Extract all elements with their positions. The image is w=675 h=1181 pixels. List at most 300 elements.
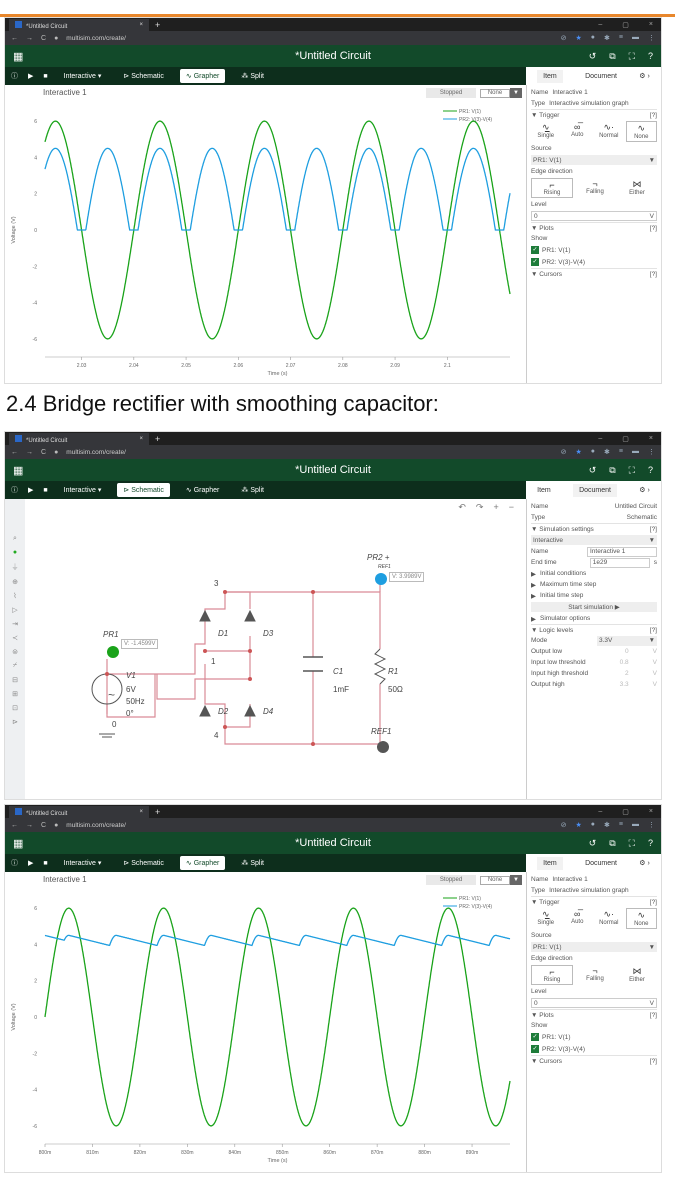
logic-levels-section[interactable]: ▼ Logic levels [531,626,574,634]
ic-icon[interactable]: ⊟ [12,677,18,684]
start-simulation-button[interactable]: Start simulation ▶ [531,602,657,612]
browser-tab[interactable] [9,19,149,31]
address-bar [5,445,661,459]
simulator-options-label: Simulator options [540,615,591,622]
y-tick-label: -4 [32,300,37,307]
sim-status: Stopped [426,875,476,885]
close-tab-icon[interactable]: × [139,436,143,442]
source-select[interactable] [531,155,657,165]
extension-icon[interactable]: ⊘ [560,35,567,42]
share-icon[interactable]: ↺ [588,837,597,848]
help-link[interactable]: [?] [649,626,657,634]
series-pr1-line [45,121,510,339]
show-item-label: PR2: V(3)-V(4) [542,258,585,266]
menu-icon[interactable]: ⋮ [648,449,655,456]
schematic-canvas[interactable] [5,499,526,799]
plots-section[interactable]: ▼ Plots [531,1011,554,1019]
max-step-label: Maximum time step [540,581,597,588]
level-unit: V [649,212,654,220]
sim-name-label: Name [531,548,549,555]
edge-option-label: Either [629,977,645,983]
x-tick-label: 870m [370,1150,384,1156]
none-icon: ∿ [637,123,646,133]
menu-icon[interactable]: ⋮ [648,35,655,42]
y-tick-label: 0 [34,1015,37,1021]
ground-icon[interactable]: ⏚ [11,564,19,571]
probe-ref1-icon[interactable] [377,741,389,753]
new-tab-icon[interactable]: + [155,433,161,444]
open-icon[interactable]: ⧉ [609,464,616,475]
y-tick-label: 4 [34,155,37,162]
series-pr2-line [45,935,510,945]
resistor-icon[interactable]: ⌇ [13,593,17,600]
diode-d3-symbol [245,611,255,621]
app-title-bar [5,832,661,854]
probe-icon[interactable]: ● [12,549,18,556]
help-link[interactable]: [?] [649,525,657,533]
stop-icon[interactable]: ■ [43,486,48,494]
redo-icon[interactable]: ↷ [475,502,484,512]
trigger-single[interactable] [531,908,561,929]
logic-row-value: 0 [625,648,629,655]
tab-document[interactable]: Document [585,72,617,80]
trigger-select[interactable]: None [480,876,510,885]
profile-icon[interactable]: ▬ [632,34,639,41]
x-tick-label: 850m [275,1150,289,1156]
info-icon[interactable]: ⓘ [11,487,18,494]
source-label: Source [531,932,552,939]
browser-tab[interactable] [9,433,149,445]
wire [157,664,250,699]
mode-dropdown[interactable]: Interactive ▾ [63,860,102,867]
browser-tab-bar [5,805,661,818]
sim-mode-select[interactable] [531,535,657,545]
diode-icon[interactable]: ▷ [12,607,18,614]
source-icon[interactable]: ⊕ [12,579,18,586]
show-pr2-checkbox[interactable] [531,256,657,268]
sim-status: Stopped [426,88,476,98]
extension-icon[interactable]: ⊘ [560,449,567,456]
x-tick-label: 840m [228,1150,242,1156]
graph-title: Interactive 1 [43,88,87,97]
graph-area[interactable] [5,85,526,383]
level-input[interactable] [531,211,657,221]
puzzle-icon[interactable]: ✱ [604,449,610,456]
level-input[interactable] [531,998,657,1008]
meter-icon[interactable]: ⊜ [12,649,18,656]
info-icon[interactable]: ⓘ [11,860,18,867]
fullscreen-icon[interactable]: ⛶ [628,464,635,475]
tab-split[interactable]: ⁂ Split [241,73,264,80]
graph-title: Interactive 1 [43,875,87,884]
fullscreen-icon[interactable]: ⛶ [628,837,635,848]
mode-label: Auto [571,132,584,138]
level-label: Level [531,988,547,995]
logic-row-label: Input low threshold [531,659,586,666]
show-pr1-checkbox[interactable] [531,1031,657,1043]
trigger-single[interactable] [531,121,561,142]
trigger-none[interactable] [626,908,658,929]
tab-document[interactable]: Document [585,859,617,867]
simulation-settings-section[interactable]: ▼ Simulation settings [531,525,594,533]
x-tick-label: 800m [38,1150,52,1156]
reading-list-icon[interactable]: ≡ [618,34,623,41]
y-axis-label: Voltage (V) [11,216,17,244]
dropdown-arrow-icon: ▼ [648,536,655,544]
settings-gear-icon[interactable]: ⚙ › [639,487,650,494]
level-value: 0 [534,212,538,220]
initial-step-row[interactable]: ▶ Initial time step [531,592,584,600]
cursors-label: Cursors [539,270,563,278]
d2-label: D2 [218,707,229,716]
trigger-normal[interactable] [594,121,624,142]
forward-icon[interactable]: → [26,34,33,42]
play-icon[interactable]: ▶ [28,487,34,494]
back-icon[interactable]: ← [11,34,18,42]
reload-icon[interactable]: C [41,821,47,829]
logic-row-unit: V [652,648,657,655]
bookmark-star-icon[interactable]: ★ [575,822,582,829]
tab-title: *Untitled Circuit [26,810,68,817]
circuit-diagram [5,499,520,799]
new-tab-icon[interactable]: + [155,806,161,817]
edge-either[interactable] [617,178,657,198]
trigger-auto[interactable] [563,121,593,142]
tab-schematic[interactable]: ⊳ Schematic [123,73,164,80]
bookmark-star-icon[interactable]: ★ [575,449,582,456]
edge-rising[interactable] [531,178,573,198]
stop-icon[interactable]: ■ [43,859,48,867]
edge-label: Edge direction [531,168,573,175]
lock-icon: ● [54,448,59,456]
zoom-in-icon[interactable]: + [493,502,499,512]
legend-label: PR2: V(3)-V(4) [459,117,493,123]
tab-title: *Untitled Circuit [26,23,68,30]
series-pr1-line [45,908,510,1126]
x-tick-label: 820m [133,1150,147,1156]
source-value: PR1: V(1) [533,943,562,951]
mode-label: None [634,134,649,140]
screenshot-grapher-1 [4,17,662,384]
show-pr2-checkbox[interactable] [531,1043,657,1055]
settings-gear-icon[interactable]: ⚙ › [639,73,650,80]
wire [205,664,250,727]
search-icon[interactable]: ⌕ [13,535,17,542]
diode-d4-symbol [245,706,255,716]
bookmark-star-icon[interactable]: ★ [575,35,582,42]
node-dot [223,725,227,729]
mode-label: None [634,921,649,927]
mode-dropdown[interactable]: Interactive ▾ [63,487,102,494]
url-field[interactable]: multisim.com/create/ [66,821,126,829]
extension-icon[interactable]: ⊘ [560,822,567,829]
maximize-icon[interactable]: ▢ [622,435,629,443]
back-icon[interactable]: ← [11,821,18,829]
back-icon[interactable]: ← [11,448,18,456]
initial-conditions-row[interactable]: ▶ Initial conditions [531,570,587,578]
minimize-icon[interactable]: – [598,807,603,815]
show-label: Show [531,1022,548,1029]
trigger-auto[interactable] [563,908,593,929]
help-icon[interactable]: ? [647,837,653,848]
probe-pr2-icon[interactable] [375,573,387,585]
tab-document[interactable]: Document [573,484,617,497]
either-edge-icon: ⋈ [632,179,642,189]
account-icon[interactable]: ● [590,34,596,41]
split-label: Split [250,73,264,80]
play-icon[interactable]: ▶ [28,73,34,80]
address-bar [5,818,661,832]
grapher-label: Grapher [193,860,220,867]
settings-gear-icon[interactable]: ⚙ › [639,860,650,867]
dropdown-arrow-icon[interactable]: ▼ [510,88,522,98]
schematic-label: Schematic [131,487,164,494]
puzzle-icon[interactable]: ✱ [604,35,610,42]
rising-edge-icon: ⌐ [549,967,555,977]
screenshot-grapher-2 [4,804,662,1173]
logic-row-label: Output low [531,648,563,655]
apps-grid-icon[interactable]: ▦ [13,50,24,63]
node-dot [311,742,315,746]
x-tick-label: 2.03 [76,363,87,369]
name-label: Name [531,876,549,883]
app-toolbar [5,67,661,85]
y-tick-label: -2 [32,1051,37,1058]
graph-area[interactable] [5,872,526,1172]
dropdown-arrow-icon[interactable]: ▼ [510,875,522,885]
trigger-normal[interactable] [594,908,624,929]
type-value: Schematic [626,514,657,521]
lock-icon: ● [54,34,59,42]
forward-icon[interactable]: → [26,448,33,456]
x-tick-label: 890m [465,1150,479,1156]
simulator-options-row[interactable]: ▶ Simulator options [531,615,591,623]
reading-list-icon[interactable]: ≡ [618,448,623,455]
close-tab-icon[interactable]: × [139,22,143,28]
source-label: Source [531,145,552,152]
initial-conditions-label: Initial conditions [540,570,587,577]
x-tick-label: 860m [323,1150,336,1156]
tab-schematic[interactable]: ⊳ Schematic [117,483,170,497]
mode-label: Single [537,133,555,139]
help-icon[interactable]: ? [647,464,653,475]
end-time-unit: s [653,559,657,566]
digital-icon[interactable]: ⊞ [12,691,18,698]
minimize-icon[interactable]: – [598,20,603,28]
tab-grapher[interactable]: ∿ Grapher [185,487,220,494]
pr2-value: V: 3.9989V [389,572,424,582]
maximize-icon[interactable]: ▢ [622,808,629,816]
menu-icon[interactable]: ⋮ [648,822,655,829]
url-field[interactable]: multisim.com/create/ [66,34,126,42]
tab-grapher[interactable]: ∿ Grapher [180,69,226,83]
tab-item[interactable]: Item [537,857,563,870]
puzzle-icon[interactable]: ✱ [604,822,610,829]
node-dot [311,590,315,594]
name-value: Interactive 1 [552,876,588,883]
tab-grapher[interactable]: ∿ Grapher [180,856,226,870]
plots-label: Plots [539,224,554,232]
multisim-favicon-icon [15,21,22,28]
fullscreen-icon[interactable]: ⛶ [628,50,635,61]
zoom-out-icon[interactable]: − [508,502,514,512]
browser-tab[interactable] [9,806,149,818]
mode-dropdown[interactable]: Interactive ▾ [63,73,102,80]
node-dot [223,590,227,594]
tab-item[interactable]: Item [537,486,551,494]
x-tick-label: 2.06 [233,363,244,369]
logic-row-label: Input high threshold [531,670,589,677]
auto-icon: ∞̅ [574,909,581,919]
profile-icon[interactable]: ▬ [632,821,639,828]
y-tick-label: -4 [32,1087,37,1094]
multisim-favicon-icon [15,435,22,442]
help-link[interactable]: [?] [649,1057,657,1065]
zener-icon[interactable]: ⇥ [12,621,18,628]
falling-edge-icon: ¬ [592,179,598,189]
d4-label: D4 [263,707,274,716]
show-pr1-checkbox[interactable] [531,244,657,256]
logic-row-value: 3.3 [619,681,629,688]
reload-icon[interactable]: C [41,34,47,42]
play-icon[interactable]: ▶ [28,860,34,867]
node-dot [248,677,252,681]
switch-icon[interactable]: ⌿ [12,662,18,669]
edge-option-label: Either [629,190,645,196]
close-window-icon[interactable]: × [648,20,653,28]
node-dot [203,649,207,653]
edge-option-label: Falling [586,976,604,982]
type-label: Type [531,100,546,107]
type-value: Interactive simulation graph [549,100,629,107]
close-tab-icon[interactable]: × [139,809,143,815]
app-title: *Untitled Circuit [295,50,371,62]
cursors-section[interactable]: ▼ Cursors [531,1057,563,1065]
grapher-label: Grapher [193,487,220,494]
probe-pr1-icon[interactable] [107,646,119,658]
source-select[interactable] [531,942,657,952]
d3-label: D3 [263,629,274,638]
share-icon[interactable]: ↺ [588,464,597,475]
pr1-label: PR1 [103,630,119,639]
y-tick-label: -6 [32,336,37,343]
c1-label: C1 [333,667,344,676]
open-icon[interactable]: ⧉ [609,50,616,61]
transistor-icon[interactable]: ≺ [12,635,18,642]
properties-panel [526,872,661,1172]
reading-list-icon[interactable]: ≡ [618,821,623,828]
close-window-icon[interactable]: × [648,434,653,442]
cursors-section[interactable]: ▼ Cursors [531,270,563,278]
url-field[interactable]: multisim.com/create/ [66,448,126,456]
help-link[interactable]: [?] [649,1011,657,1019]
account-icon[interactable]: ● [590,448,596,455]
end-time-input[interactable]: 1e29 [590,558,650,568]
trigger-section[interactable]: ▼ Trigger [531,111,560,119]
help-icon[interactable]: ? [647,50,653,61]
account-icon[interactable]: ● [590,821,596,828]
either-edge-icon: ⋈ [632,966,642,976]
address-bar [5,31,661,45]
trigger-section[interactable]: ▼ Trigger [531,898,560,906]
share-icon[interactable]: ↺ [588,50,597,61]
x-tick-label: 2.1 [443,363,451,369]
edge-option-label: Falling [586,189,604,195]
new-tab-icon[interactable]: + [155,19,161,30]
mode-label: Single [537,920,555,926]
c1-value: 1mF [333,685,349,694]
pr2-ref-label: REF1 [378,564,391,570]
open-icon[interactable]: ⧉ [609,837,616,848]
trigger-label: Trigger [539,111,560,119]
x-axis-label: Time (s) [267,371,288,377]
logic-row-unit: V [652,681,657,688]
reload-icon[interactable]: C [41,448,47,456]
legend-label: PR2: V(3)-V(4) [459,904,493,910]
pr1-value: V: -1.4599V [121,639,158,649]
connector-icon[interactable]: ⊡ [12,705,18,712]
minimize-icon[interactable]: – [598,434,603,442]
edge-either[interactable] [617,965,657,985]
node-1-label: 1 [211,657,216,666]
logic-row-unit: V [652,659,657,666]
undo-icon[interactable]: ↶ [458,502,466,512]
name-label: Name [531,503,549,510]
split-label: Split [250,860,264,867]
edge-falling[interactable] [575,178,615,198]
plots-section[interactable]: ▼ Plots [531,224,554,232]
tab-split[interactable]: ⁂ Split [241,860,264,867]
port-icon[interactable]: ⊳ [12,719,18,726]
trigger-select[interactable]: None [480,89,510,98]
mode-label: Mode [531,637,548,644]
close-window-icon[interactable]: × [648,807,653,815]
edge-rising[interactable] [531,965,573,985]
source-value: PR1: V(1) [533,156,562,164]
help-link[interactable]: [?] [649,224,657,232]
stop-icon[interactable]: ■ [43,72,48,80]
help-link[interactable]: [?] [649,111,657,119]
profile-icon[interactable]: ▬ [632,448,639,455]
max-step-row[interactable]: ▶ Maximum time step [531,581,597,589]
trigger-none[interactable] [626,121,658,142]
maximize-icon[interactable]: ▢ [622,21,629,29]
v1-label: V1 [126,671,136,680]
app-title-bar [5,459,661,481]
help-link[interactable]: [?] [649,270,657,278]
forward-icon[interactable]: → [26,821,33,829]
apps-grid-icon[interactable]: ▦ [13,837,24,850]
edge-option-label: Rising [543,977,561,983]
logic-mode-select[interactable] [597,636,657,646]
apps-grid-icon[interactable]: ▦ [13,464,24,477]
mode-label: Auto [571,919,584,925]
v1-frequency: 50Hz [126,697,145,706]
sim-name-input[interactable]: Interactive 1 [587,547,657,557]
help-link[interactable]: [?] [649,898,657,906]
x-tick-label: 830m [181,1150,194,1156]
tab-item[interactable]: Item [537,70,563,83]
info-icon[interactable]: ⓘ [11,73,18,80]
end-time-label: End time [531,559,557,566]
tab-schematic[interactable]: ⊳ Schematic [123,860,164,867]
y-tick-label: -6 [32,1123,37,1130]
r1-label: R1 [388,667,399,676]
edge-falling[interactable] [575,965,615,985]
tab-split[interactable]: ⁂ Split [241,487,264,494]
edge-label: Edge direction [531,955,573,962]
v1-phase: 0° [126,709,134,718]
